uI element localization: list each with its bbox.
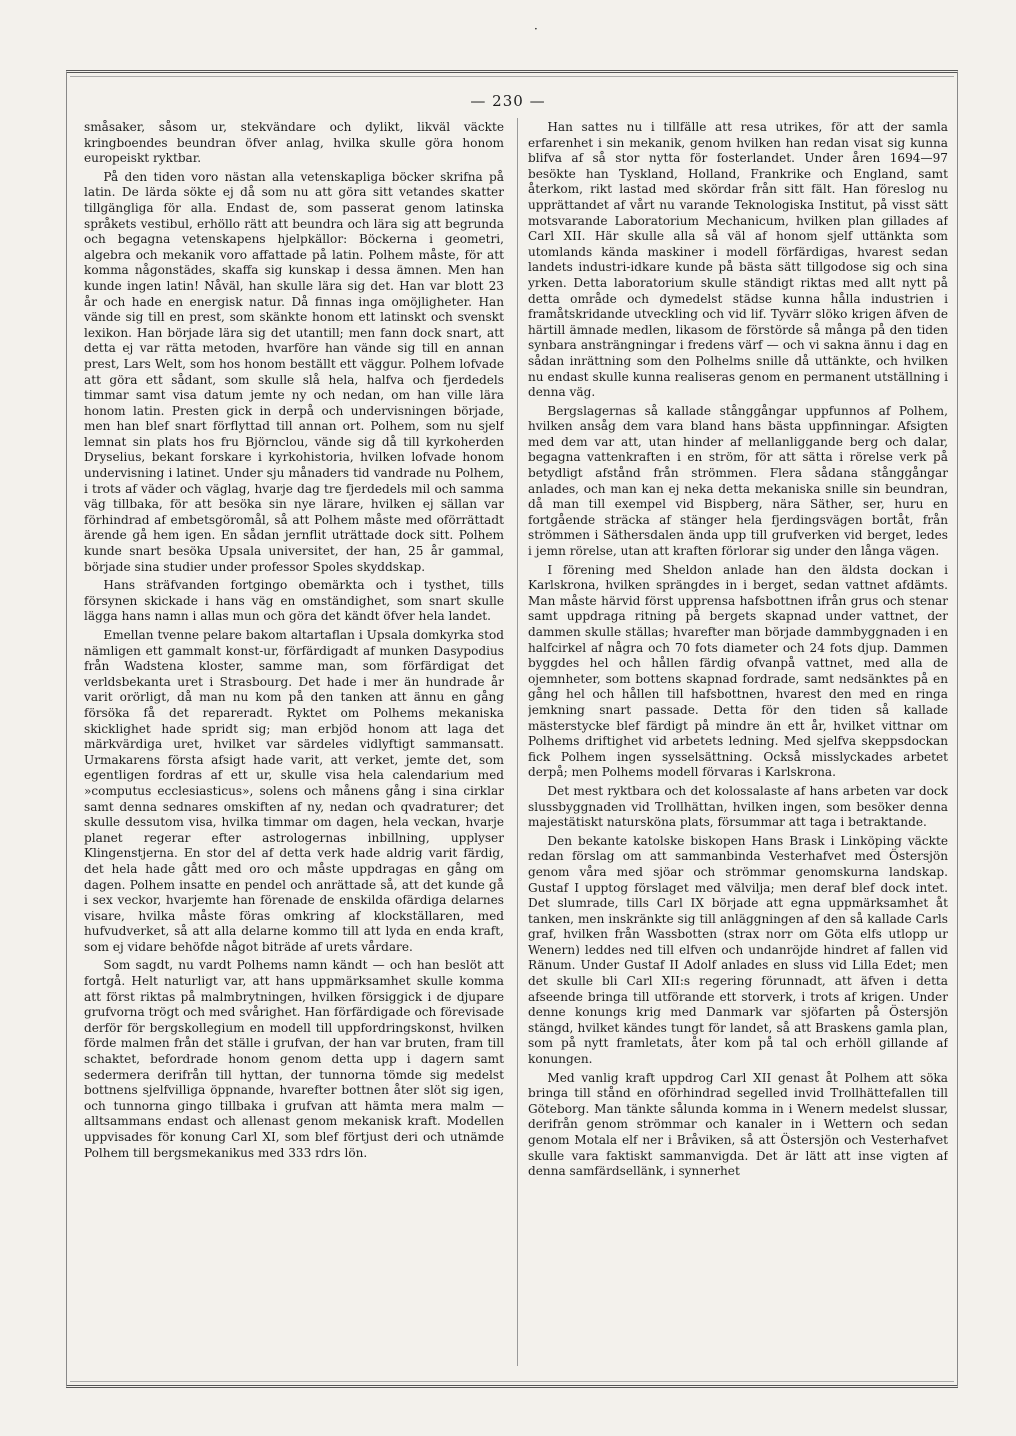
paragraph: Det mest ryktbara och det kolossalaste af hans arbeten var dock slussbyggnaden vid Trollhättan, hvilken ingen, som besöker denna majestätiskt natursköna plats, försummar att taga i betraktande. xyxy=(528,783,948,830)
print-mark: · xyxy=(534,22,538,36)
column-divider xyxy=(517,118,518,1366)
paragraph: Som sagdt, nu vardt Polhems namn kändt — och han beslöt att fortgå. Helt naturligt var, att hans uppmärksamhet skulle komma att först riktas på malmbrytningen, hvilken försiggick i de djupare grufvorna trögt och med svårighet. Han förfärdigade och förevisade derför för bergskollegium en modell till uppfordringskonst, hvilken förde malmen från det ställe i grufvan, der han var bruten, fram till schaktet, befordrade honom genom detta upp i dagern samt sedermera derifrån till hyttan, der tunnorna tömde sig medelst bottnens sjelfvilliga öppnande, hvarefter bottnen åter slöt sig igen, och tunnorna gingo tillbaka i grufvan att hämta mera malm — alltsammans endast och allenast genom mekanisk kraft. Modellen uppvisades för konung Carl XI, som blef förtjust deri och utnämde Polhem till bergsmekanikus med 333 rdrs lön. xyxy=(84,958,504,1160)
right-column xyxy=(528,120,948,1360)
paragraph: Bergslagernas så kallade stånggångar uppfunnos af Polhem, hvilken ansåg dem vara bland hans bästa uppfinningar. Afsigten med dem var att, utan hinder af mellanliggande berg och dalar, begagna vattenkraften i en ström, för att sätta i rörelse verk på betydligt afstånd från strömmen. Flera sådana stånggångar anlades, och man kan ej neka detta mekaniska snille sin beundran, då man till exempel vid Bispberg, nära Säther, ser, huru en fortgående sträcka af stänger hela fjerdingsvägen bortåt, från strömmen i Säthersdalen ända upp till grufverken vid berget, ledes i jemn rörelse, utan att kraften förlorar sig under den långa vägen. xyxy=(528,403,948,559)
paragraph: Emellan tvenne pelare bakom altartaflan i Upsala domkyrka stod nämligen ett gammalt konst-ur, förfärdigadt af munken Dasypodius från Wadstena kloster, samme man, som förfärdigat det verldsbekanta uret i Strasbourg. Det hade i mer än hundrade år varit orörligt, då man nu kom på den tanken att ännu en gång försöka få det repareradt. Ryktet om Polhems mekaniska skicklighet hade spridt sig; man erbjöd honom att laga det märkvärdiga uret, hvilket var särdeles vidlyftigt sammansatt. Urmakarens första afsigt hade varit, att verket, jemte det, som egentligen fordras af ett ur, skulle visa hela calendarium med »computus ecclesiasticus», solens och månens gång i sina cirklar samt denna sednares omskiften af ny, nedan och qvadraturer; det skulle dessutom visa, hvilka timmar om dagen, hela veckan, hvarje planet regerar efter astrologernas inbillning, upplyser Klingenstjerna. En stor del af detta verk hade aldrig varit färdig, det hela hade gått med oro och måste uppdragas en gång om dagen. Polhem insatte en pendel och anrättade så, att det kunde gå i sex veckor, hvarjemte han förenade de enskilda ofärdiga delarnes visare, hvilka måste föras omkring af klockställaren, med hufvudverket, så att alla delarne kommo till att lyda en enda kraft, som ej vidare behöfde något biträde af urets vårdare. xyxy=(84,628,504,954)
paragraph: Med vanlig kraft uppdrog Carl XII genast åt Polhem att söka bringa till stånd en oförhindrad segelled invid Trollhättefallen till Göteborg. Man tänkte sålunda komma in i Wenern medelst slussar, derifrån genom strömmar och kanaler in i Wettern och sedan genom Motala elf ner i Bråviken, så att Östersjön och Vesterhafvet skulle vara faktiskt sammanvigda. Det är lätt att inse vigten af denna samfärdsellänk, i synnerhet xyxy=(528,1070,948,1179)
paragraph: Han sattes nu i tillfälle att resa utrikes, för att der samla erfarenhet i sin mekanik, genom hvilken han redan visat sig kunna blifva af så stor nytta för fosterlandet. Under åren 1694—97 besökte han Tyskland, Holland, Frankrike och England, samt återkom, rikt lastad med skördar från sitt fält. Han föreslog nu upprättandet af vårt nu varande Teknologiska Institut, på visst sätt motsvarande Laboratorium Mechanicum, hvilken plan gillades af Carl XII. Här skulle alla så väl af honom sjelf uttänkta som utomlands kända maskiner i modell förfärdigas, hvarest sedan landets industri-idkare kunde på bästa sätt tillgodose sig och sina yrken. Detta laboratorium skulle ständigt riktas med allt nytt på detta område och dymedelst städse kunna hålla industrien i framåtskridande utveckling och vid lif. Tyvärr slöko krigen äfven de härtill ämnade medlen, likasom de förstörde så många på den tiden synbara ansträngningar i fredens värf — och vi sakna ännu i dag en sådan inrättning som den Polhelms snille då uttänkte, och hvilken nu endast skulle kunna realiseras genom en permanent utställning i denna väg. xyxy=(528,120,948,400)
paragraph: Den bekante katolske biskopen Hans Brask i Linköping väckte redan förslag om att sammanbinda Vesterhafvet med Östersjön genom våra med sjöar och strömmar genomskurna landskap. Gustaf I upptog förslaget med välvilja; men deraf blef dock intet. Det slumrade, tills Carl IX började att egna uppmärksamhet åt tanken, men inskränkte sig till anläggningen af den så kallade Carls graf, hvilken från Wassbotten (strax norr om Göta elfs utlopp ur Wenern) leddes ned till elfven och undanröjde hindret af fallen vid Ränum. Under Gustaf II Adolf anlades en sluss vid Lilla Edet; men det skulle bli Carl XII:s regering förunnadt, att äfven i detta afseende bringa till utförande ett storverk, i trots af krigen. Under denne konungs krig med Danmark var sjöfarten på Östersjön stängd, hvilket kändes tungt för landet, så att Braskens gamla plan, som på nytt framletats, åter kom på tal och erhöll gillande af konungen. xyxy=(528,833,948,1067)
left-column xyxy=(84,120,504,1360)
paragraph: småsaker, såsom ur, stekvändare och dylikt, likväl väckte kringboendes beundran öfver anlag, hvilka skulle göra honom europeiskt ryktbar. xyxy=(84,120,504,166)
page-number: — 230 — xyxy=(470,92,546,110)
paragraph: Hans sträfvanden fortgingo obemärkta och i tysthet, tills försynen skickade i hans väg en omständighet, som snart skulle lägga hans namn i allas mun och göra det kändt öfver hela landet. xyxy=(84,578,504,624)
paragraph: På den tiden voro nästan alla vetenskapliga böcker skrifna på latin. De lärda sökte ej då som nu att göra sitt vetandes skatter tillgängliga för alla. Endast de, som passerat genom latinska språkets vestibul, erhöllo rätt att beundra och lära sig att begrunda och begagna vetenskapens hjelpkällor: Böckerna i geometri, algebra och mekanik voro affattade på latin. Polhem måste, för att komma någonstädes, skaffa sig kunskap i dessa ämnen. Men han kunde ingen latin! Nåväl, han skulle lära sig det. Han var blott 23 år och hade en energisk natur. Då finnas inga omöjligheter. Han vände sig till en prest, som skänkte honom ett latinskt och svenskt lexikon. Han började lära sig det utantill; men fann dock snart, att detta ej var rätta metoden, hvarföre han vände sig till en annan prest, Lars Welt, som hos honom beställt ett väggur. Polhem lofvade att göra ett sådant, som skulle slå hela, halfva och fjerdedels timmar samt visa datum jemte ny och nedan, om han ville lära honom latin. Presten gick in derpå och undervisningen började, men han blef snart förflyttad till annan ort. Polhem, som nu sjelf lemnat sin plats hos fru Björnclou, vände sig då till kyrkoherden Dryselius, bekant forskare i kyrkohistoria, hvilken lofvade honom undervisning i latinet. Under sju månaders tid vandrade nu Polhem, i trots af väder och väglag, hvarje dag tre fjerdedels mil och samma väg tillbaka, för att besöka sin nye lärare, hvilken ej sällan var förhindrad af embetsgöromål, så att Polhem måste med oförrättadt ärende gå hem igen. En sådan jernflit uträttade dock sitt. Polhem kunde snart besöka Upsala universitet, der han, 25 år gammal, började sina studier under professor Spoles skyddskap. xyxy=(84,169,504,574)
paragraph: I förening med Sheldon anlade han den äldsta dockan i Karlskrona, hvilken sprängdes in i berget, sedan vattnet afdämts. Man måste härvid först upprensa hafsbottnen ifrån grus och stenar samt uppdraga ritning på bergets skapnad under vattnet, der dammen skulle ställas; hvarefter man började dammbyggnaden i en halfcirkel af några och 70 fots diameter och 24 fots djup. Dammen byggdes hel och hållen färdig ofvanpå vattnet, med alla de ojemnheter, som bottens skapnad fordrade, samt nedsänktes på en gång hel och hållen till hafsbottnen, hvarest den med en ringa jemkning snart passade. Detta för den tiden så kallade mästerstycke blef färdigt på mindre än ett år, hvilket vittnar om Polhems driftighet vid arbetets ledning. Med sjelfva skeppsdockan fick Polhem ingen sysselsättning. Också misslyckades arbetet derpå; men Polhems modell förvaras i Karlskrona. xyxy=(528,562,948,780)
